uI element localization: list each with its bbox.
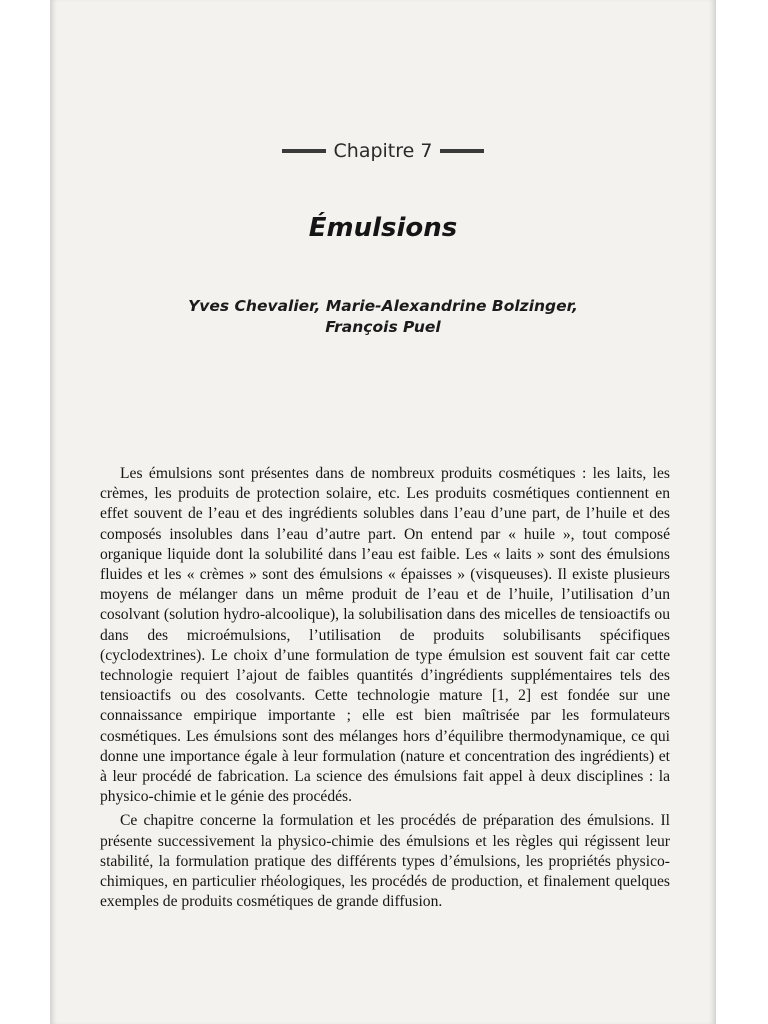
chapter-label: Chapitre 7 xyxy=(333,140,433,162)
chapter-rule-left xyxy=(282,149,326,153)
chapter-title: Émulsions xyxy=(308,213,458,243)
authors-line-1: Yves Chevalier, Marie-Alexandrine Bolzinger, xyxy=(188,297,578,315)
chapter-rule-right xyxy=(440,149,484,153)
paragraph-2: Ce chapitre concerne la formulation et les procédés de préparation des émulsions. Il présente successivement la physico-chimie des émulsions et les règles qui régissent leur stabilité, la formulation pratique des différents types d’émulsions, les propriétés physico-chimiques, en particulier rhéologiques, les procédés de production, et finalement quelques exemples de produits cosmétiques de grande diffusion. xyxy=(100,812,670,911)
chapter-heading xyxy=(50,140,716,162)
paragraph-1: Les émulsions sont présentes dans de nombreux produits cosmétiques : les laits, les crèmes, les produits de protection solaire, etc. Les produits cosmétiques contiennent en effet souvent de l’eau et des ingrédients solubles dans l’eau d’une part, de l’huile et des composés insolubles dans l’eau d’autre part. On entend par « huile », tout composé organique liquide dont la solubilité dans l’eau est faible. Les « laits » sont des émulsions fluides et les « crèmes » sont des émulsions « épaisses » (visqueuses). Il existe plusieurs moyens de mélanger dans un même produit de l’eau et de l’huile, l’utilisation d’un cosolvant (solution hydro-alcoolique), la solubilisation dans des micelles de tensioactifs ou dans des microémulsions, l’utilisation de produits solubilisants spécifiques (cyclodextrines). Le choix d’une formulation de type émulsion est souvent fait car cette technologie requiert l’ajout de faibles quantités d’ingrédients supplémentaires tels des tensioactifs ou des cosolvants. Cette technologie mature [1, 2] est fondée sur une connaissance empirique importante ; elle est bien maîtrisée par les formulateurs cosmétiques. Les émulsions sont des mélanges hors d’équilibre thermodynamique, ce qui donne une importance égale à leur formulation (nature et concentration des ingrédients) et à leur procédé de fabrication. La science des émulsions fait appel à deux disciplines : la physico-chimie et le génie des procédés. xyxy=(100,465,670,806)
authors xyxy=(50,296,716,338)
right-margin xyxy=(716,0,768,1024)
book-page xyxy=(50,0,716,1024)
left-margin xyxy=(0,0,50,1024)
authors-line-2: François Puel xyxy=(325,318,441,336)
body-text xyxy=(100,464,670,916)
